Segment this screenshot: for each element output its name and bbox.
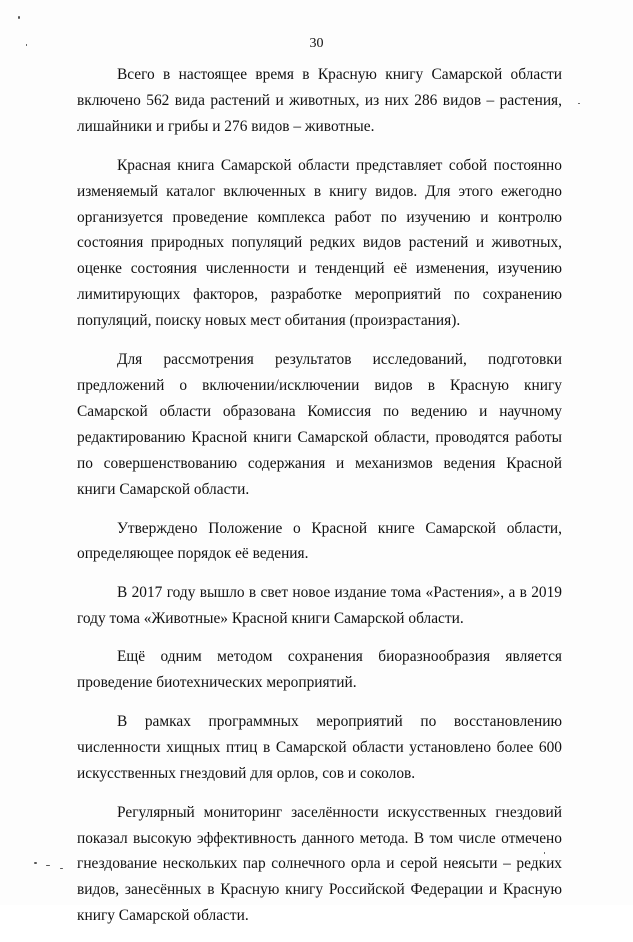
- paragraph-red-book-count: Всего в настоящее время в Красную книгу Самарской области включено 562 вида растений и животных, из них 286 видов – растения, лишайники и грибы и 276 видов – животные.: [77, 66, 562, 135]
- page-number: 30: [309, 36, 324, 51]
- document-body: [77, 62, 562, 942]
- paragraph-raptor-nests: В рамках программных мероприятий по восстановлению численности хищных птиц в Самарской области установлено более 600 искусственных гнездовий для орлов, сов и соколов.: [77, 712, 562, 782]
- scan-speck: [46, 865, 50, 866]
- paragraph-red-book-catalog: Красная книга Самарской области представляет собой постоянно изменяемый каталог включенных в книгу видов. Для этого ежегодно организуется проведение комплекса работ по изучению и контролю состояния природных популяций редких видов растений и животных, оценке состояния численности и тенденций её изменения, изучению лимитирующих факторов, разработке мероприятий по сохранению популяций, поиску новых мест обитания (произрастания).: [77, 156, 562, 330]
- paragraph-biotechnical: Ещё одним методом сохранения биоразнообразия является проведение биотехнических мероприятий.: [77, 648, 562, 692]
- paragraph-monitoring: Регулярный мониторинг заселённости искусственных гнездовий показал высокую эффективность данного метода. В том числе отмечено гнездование нескольких пар солнечного орла и серой неясыти – редких видов, занесённых в Красную книгу Российской Федерации и Красную книгу Самарской области.: [77, 803, 562, 925]
- paragraph-editions: В 2017 году вышло в свет новое издание тома «Растения», а в 2019 году тома «Животные» Красной книги Самарской области.: [77, 584, 562, 628]
- scan-speck: [18, 16, 20, 19]
- scan-speck: [34, 862, 37, 864]
- scan-speck: [60, 868, 63, 869]
- scan-speck: [578, 103, 580, 104]
- paragraph-commission: Для рассмотрения результатов исследований, подготовки предложений о включении/исключении видов в Красную книгу Самарской области образована Комиссия по ведению и научному редактированию Красной книги Самарской области, проводятся работы по совершенствованию содержания и механизмов ведения Красной книги Самарской области.: [77, 351, 562, 498]
- scan-speck: [26, 44, 27, 46]
- paragraph-regulation: Утверждено Положение о Красной книге Самарской области, определяющее порядок её ведения.: [77, 519, 562, 563]
- scan-speck: [544, 852, 545, 854]
